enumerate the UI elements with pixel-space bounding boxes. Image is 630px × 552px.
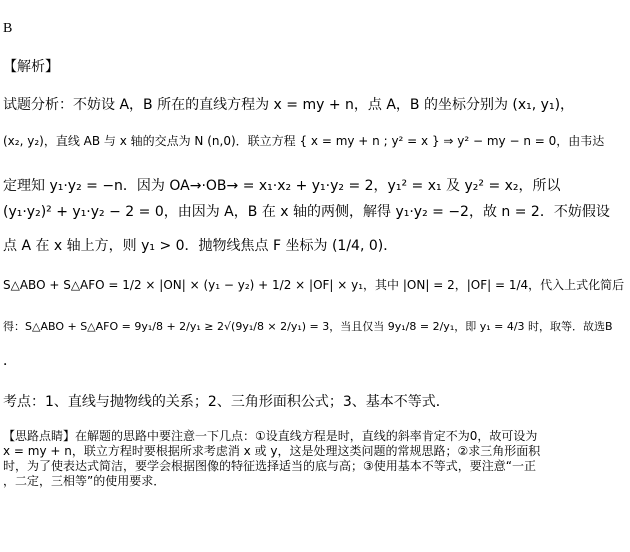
kaodian-text: 考点：1、直线与抛物线的关系；2、三角形面积公式；3、基本不等式． bbox=[3, 394, 450, 410]
analysis-line-1: 试题分析：不妨设 A，B 所在的直线方程为 x = my + n，点 A，B 的坐标分别为 (x₁, y₁)， bbox=[3, 97, 575, 113]
silu-line-4: ，二定，三相等”的使用要求． bbox=[3, 474, 166, 488]
analysis-line-4: (y₁·y₂)² + y₁·y₂ − 2 = 0，由因为 A，B 在 x 轴的两侧，解得 y₁·y₂ = −2，故 n = 2．不妨假设 bbox=[3, 204, 610, 220]
silu-line-1: 【思路点睛】在解题的思路中要注意一下几点：①设直线方程是时，直线的斜率肯定不为0，故可设为 bbox=[3, 429, 538, 443]
analysis-line-7: 得：S△ABO + S△AFO = 9y₁/8 + 2/y₁ ≥ 2√(9y₁/8 × 2/y₁) = 3，当且仅当 9y₁/8 = 2/y₁，即 y₁ = 4/3 时，取等．故选B bbox=[3, 320, 613, 333]
analysis-line-5: 点 A 在 x 轴上方，则 y₁ > 0．抛物线焦点 F 坐标为 (1/4, 0)． bbox=[3, 238, 398, 254]
analysis-line-8: ． bbox=[3, 353, 17, 369]
silu-line-3: 时，为了使表达式简洁，要学会根据图像的特征选择适当的底与高；③使用基本不等式，要注意“一正 bbox=[3, 459, 536, 473]
analysis-line-2: (x₂, y₂)，直线 AB 与 x 轴的交点为 N (n,0)．联立方程 { x = my + n ; y² = x } ⇒ y² − my − n = 0，由韦达 bbox=[3, 134, 605, 148]
analysis-line-6: S△ABO + S△AFO = 1/2 × |ON| × (y₁ − y₂) + 1/2 × |OF| × y₁，其中 |ON| = 2，|OF| = 1/4，代入上式化简后 bbox=[3, 278, 625, 292]
answer-letter: B bbox=[3, 21, 13, 36]
section-title: 【解析】 bbox=[3, 59, 59, 75]
analysis-line-3: 定理知 y₁·y₂ = −n．因为 OA→·OB→ = x₁·x₂ + y₁·y₂ = 2，y₁² = x₁ 及 y₂² = x₂，所以 bbox=[3, 178, 561, 194]
silu-line-2: x = my + n，联立方程时要根据所求考虑消 x 或 y，这是处理这类问题的常规思路；②求三角形面积 bbox=[3, 444, 541, 458]
